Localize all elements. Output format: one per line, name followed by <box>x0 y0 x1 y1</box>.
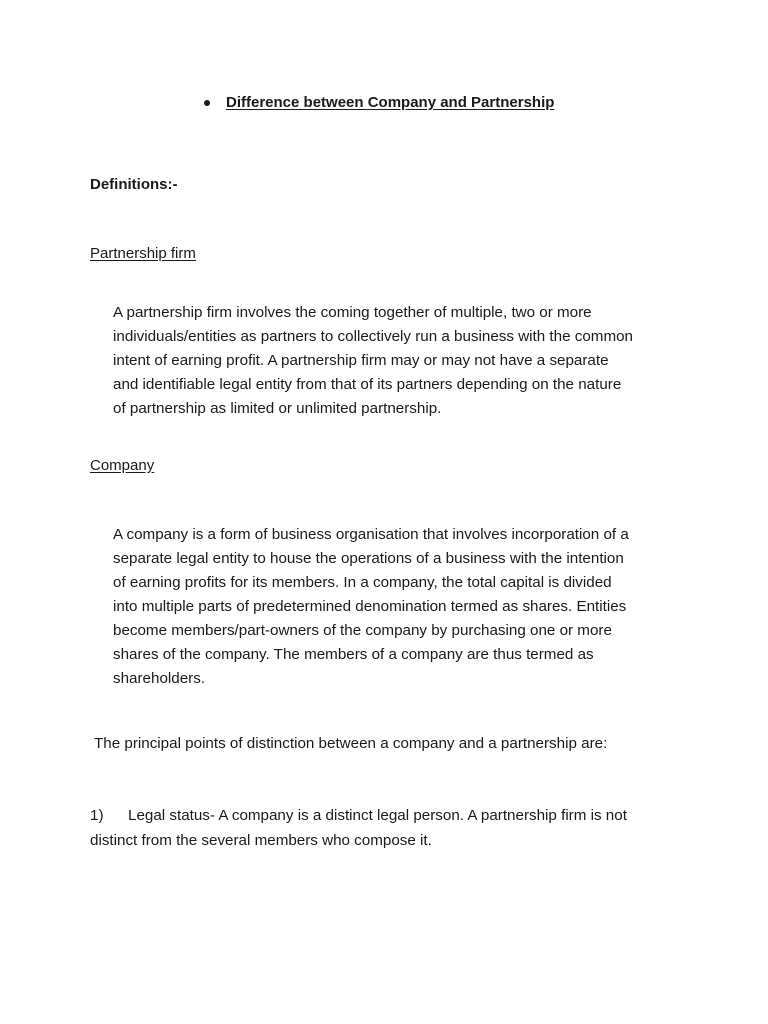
paragraph-line: intent of earning profit. A partnership firm may or may not have a separate <box>113 352 609 369</box>
company-definition <box>113 523 693 691</box>
bullet-icon <box>204 100 210 106</box>
paragraph-line: separate legal entity to house the operations of a business with the intention <box>113 550 624 567</box>
company-heading: Company <box>90 457 155 474</box>
point-line-continued: distinct from the several members who compose it. <box>90 832 432 849</box>
paragraph-line: into multiple parts of predetermined denomination termed as shares. Entities <box>113 598 627 615</box>
point-text: Legal status- A company is a distinct legal person. A partnership firm is not <box>128 807 627 824</box>
paragraph-line: become members/part-owners of the company by purchasing one or more <box>113 622 612 639</box>
paragraph-line: shares of the company. The members of a company are thus termed as <box>113 646 594 663</box>
point-line <box>90 803 690 828</box>
point-item <box>90 803 690 853</box>
paragraph-line: of partnership as limited or unlimited partnership. <box>113 400 442 417</box>
partnership-heading: Partnership firm <box>90 245 196 262</box>
paragraph-line: and identifiable legal entity from that of its partners depending on the nature <box>113 376 622 393</box>
paragraph-line: A company is a form of business organisation that involves incorporation of a <box>113 526 629 543</box>
document-title: Difference between Company and Partnership <box>226 94 555 111</box>
principal-points-intro: The principal points of distinction between a company and a partnership are: <box>94 735 608 752</box>
paragraph-line: shareholders. <box>113 670 206 687</box>
document-title-line <box>204 94 554 111</box>
paragraph-line: of earning profits for its members. In a company, the total capital is divided <box>113 574 612 591</box>
definitions-heading: Definitions:- <box>90 176 178 193</box>
point-number: 1) <box>90 807 104 824</box>
paragraph-line: A partnership firm involves the coming together of multiple, two or more <box>113 304 592 321</box>
paragraph-line: individuals/entities as partners to collectively run a business with the common <box>113 328 634 345</box>
partnership-definition <box>113 301 693 421</box>
